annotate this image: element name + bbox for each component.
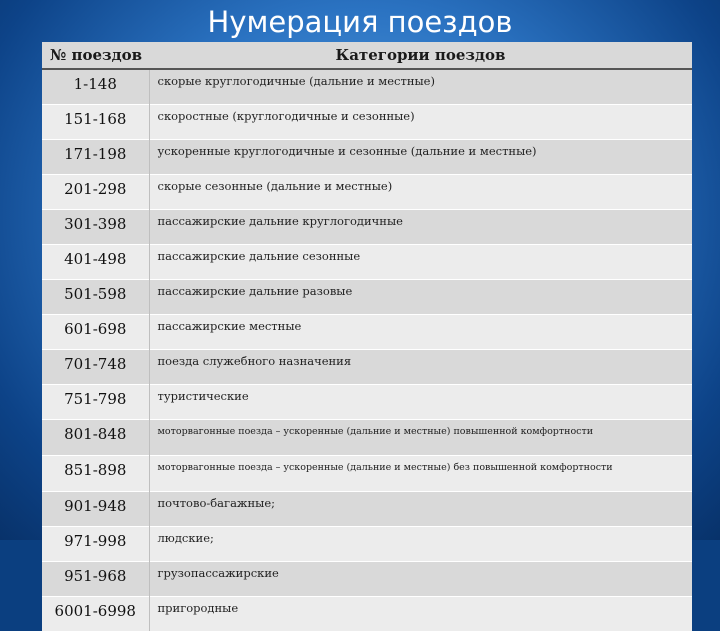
train-number-range: 151-168 [42,105,149,140]
train-number-range: 6001-6998 [42,597,149,631]
train-number-range: 751-798 [42,385,149,420]
train-number-range: 901-948 [42,492,149,527]
table-row [42,245,692,280]
train-number-range: 951-968 [42,562,149,597]
train-category: пассажирские дальние круглогодичные [149,210,692,245]
table-row [42,315,692,350]
table-row [42,175,692,210]
train-category: поезда служебного назначения [149,350,692,385]
table-row [42,562,692,597]
table-row [42,210,692,245]
table-row [42,350,692,385]
train-category: грузопассажирские [149,562,692,597]
train-category: скоростные (круглогодичные и сезонные) [149,105,692,140]
table-row [42,597,692,631]
table-row [42,492,692,527]
train-category: почтово-багажные; [149,492,692,527]
train-number-range: 171-198 [42,140,149,175]
train-category: скорые сезонные (дальние и местные) [149,175,692,210]
train-number-range: 301-398 [42,210,149,245]
header-train-categories: Категории поездов [149,42,692,69]
train-category: пригородные [149,597,692,631]
train-category: пассажирские местные [149,315,692,350]
header-train-numbers: № поездов [42,42,149,69]
train-numbering-table [42,42,692,631]
train-number-range: 851-898 [42,456,149,492]
table-header-row [42,42,692,69]
train-category: ускоренные круглогодичные и сезонные (дальние и местные) [149,140,692,175]
table-row [42,527,692,562]
train-number-range: 201-298 [42,175,149,210]
table-row [42,69,692,105]
slide-title: Нумерация поездов [0,2,720,42]
train-category: моторвагонные поезда – ускоренные (дальние и местные) повышенной комфортности [149,420,692,456]
train-number-range: 971-998 [42,527,149,562]
train-number-range: 501-598 [42,280,149,315]
train-category: туристические [149,385,692,420]
table-row [42,456,692,492]
train-number-range: 401-498 [42,245,149,280]
train-category: людские; [149,527,692,562]
train-number-range: 1-148 [42,69,149,105]
table-row [42,420,692,456]
table-row [42,140,692,175]
train-category: пассажирские дальние сезонные [149,245,692,280]
train-number-range: 701-748 [42,350,149,385]
train-number-range: 601-698 [42,315,149,350]
train-category: моторвагонные поезда – ускоренные (дальние и местные) без повышенной комфортности [149,456,692,492]
table-row [42,105,692,140]
train-category: пассажирские дальние разовые [149,280,692,315]
train-category: скорые круглогодичные (дальние и местные) [149,69,692,105]
table-row [42,385,692,420]
train-number-range: 801-848 [42,420,149,456]
table-row [42,280,692,315]
